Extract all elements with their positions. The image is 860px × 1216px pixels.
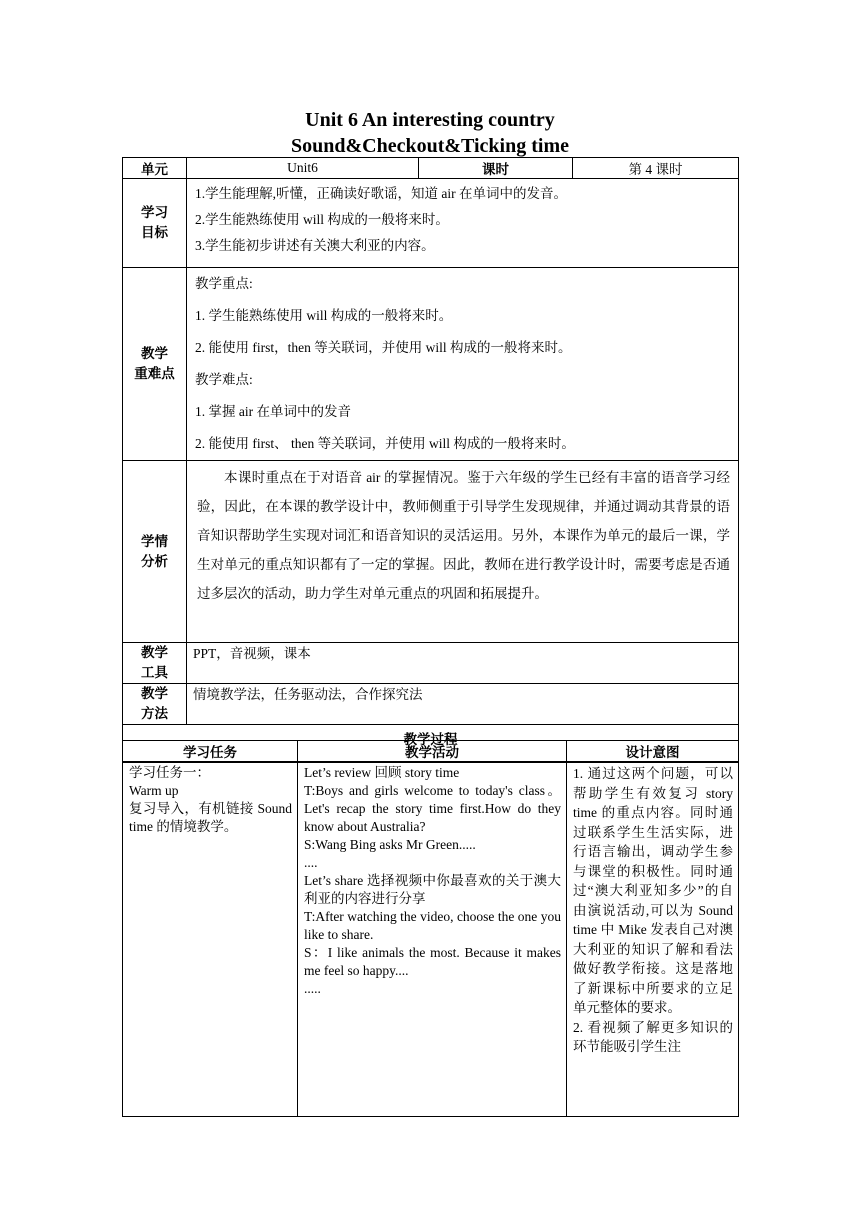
task-line: 复习导入，有机链接 Sound time 的情境教学。 — [129, 801, 292, 834]
key-point-item: 2. 能使用 first、 then 等关联词，并使用 will 构成的一般将来时。 — [195, 436, 575, 451]
analysis-label: 学情 分析 — [123, 461, 187, 643]
objective-item: 2.学生能熟练使用 will 构成的一般将来时。 — [195, 212, 449, 227]
objective-item: 3.学生能初步讲述有关澳大利亚的内容。 — [195, 238, 435, 253]
methods-value: 情境教学法，任务驱动法，合作探究法 — [187, 684, 739, 725]
key-point-item: 教学难点: — [195, 372, 253, 387]
intent-line: 2. 看视频了解更多知识的环节能吸引学生注 — [573, 1019, 733, 1054]
key-points-content — [187, 268, 739, 461]
task-cell — [123, 762, 298, 1117]
activity-line: Let’s review 回顾 story time — [304, 765, 460, 780]
period-value: 第 4 课时 — [573, 158, 739, 179]
col-task-header: 学习任务 — [123, 741, 298, 762]
activity-line: T:Boys and girls welcome to today's class。Let's recap the story time first.How do they know about Australia? — [304, 783, 561, 834]
document-subtitle: Sound&Checkout&Ticking time — [290, 135, 569, 157]
objective-item: 1.学生能理解,听懂，正确读好歌谣，知道 air 在单词中的发音。 — [195, 186, 567, 201]
activity-line: T:After watching the video, choose the one you like to share. — [304, 909, 561, 942]
lesson-info-table — [122, 157, 739, 763]
col-intent-header: 设计意图 — [567, 741, 739, 762]
col-activity-header: 教学活动 — [298, 741, 567, 762]
process-heading: 教学过程 — [123, 725, 739, 763]
activity-line: ..... — [304, 981, 321, 996]
task-line: Warm up — [129, 783, 179, 798]
period-label: 课时 — [419, 158, 573, 179]
task-line: 学习任务一： — [129, 765, 210, 780]
analysis-text: 本课时重点在于对语音 air 的掌握情况。鉴于六年级的学生已经有丰富的语音学习经验，因此，在本课的教学设计中，教师侧重于引导学生发现规律，并通过调动其背景的语音知识帮助学生实现对词汇和语音知识的灵活运用。另外，本课作为单元的最后一课，学生对单元的重点知识都有了一定的掌握。因此，教师在进行教学设计时，需要考虑是否通过多层次的活动，助力学生对单元重点的巩固和拓展提升。 — [187, 461, 739, 643]
activity-cell — [298, 762, 567, 1117]
teaching-process-table — [122, 740, 739, 1117]
unit-value: Unit6 — [187, 158, 419, 179]
document-title: Unit 6 An interesting country — [305, 109, 555, 131]
key-point-item: 1. 掌握 air 在单词中的发音 — [195, 404, 351, 419]
intent-line: 1. 通过这两个问题，可以帮助学生有效复习 story time 的重点内容。同时通过联系学生生活实际，进行语言输出，调动学生参与课堂的积极性。同时通过“澳大利亚知多少”的自由演说活动,可以为 Sound time 中 Mike 发表自己对澳大利亚的知识了解和看法做好教学衔接。这是落地了新课标中所要求的立足单元整体的要求。 — [573, 766, 733, 1015]
intent-cell — [567, 762, 739, 1117]
activity-line: S：I like animals the most. Because it makes me feel so happy.... — [304, 945, 561, 978]
methods-label: 教学 方法 — [123, 684, 187, 725]
key-point-item: 1. 学生能熟练使用 will 构成的一般将来时。 — [195, 308, 453, 323]
activity-line: Let’s share 选择视频中你最喜欢的关于澳大利亚的内容进行分享 — [304, 873, 561, 906]
tools-label: 教学 工具 — [123, 643, 187, 684]
key-points-label: 教学 重难点 — [123, 268, 187, 461]
objectives-content — [187, 179, 739, 268]
activity-line: .... — [304, 855, 318, 870]
activity-line: S:Wang Bing asks Mr Green..... — [304, 837, 476, 852]
objectives-label: 学习 目标 — [123, 179, 187, 268]
key-point-item: 2. 能使用 first，then 等关联词，并使用 will 构成的一般将来时。 — [195, 340, 572, 355]
key-point-item: 教学重点: — [195, 276, 253, 291]
tools-value: PPT，音视频，课本 — [187, 643, 739, 684]
unit-label: 单元 — [123, 158, 187, 179]
